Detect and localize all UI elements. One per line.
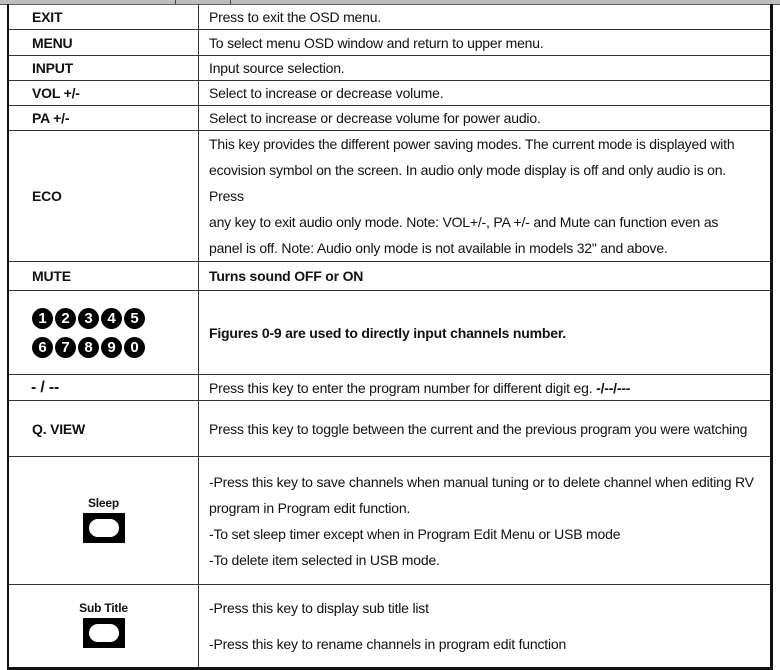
key-description: Figures 0-9 are used to directly input channels number. [199,291,772,375]
digit-5-icon: 5 [124,308,145,329]
sleep-key [8,457,199,585]
key-description: Turns sound OFF or ON [199,262,772,291]
key-name: MENU [8,30,199,56]
key-description: Input source selection. [199,56,772,81]
digit-4-icon: 4 [101,308,122,329]
digit-1-icon: 1 [32,308,53,329]
description-line: any key to exit audio only mode. Note: VOL+/-, PA +/- and Mute can function even as [209,214,719,230]
key-description: Press to exit the OSD menu. [199,5,772,30]
digit-9-icon: 9 [101,337,122,358]
digit-6-icon: 6 [32,337,53,358]
table-row [8,106,772,131]
key-description: Press this key to toggle between the current and the previous program you were watching [199,401,772,457]
description-line: -Press this key to rename channels in program edit function [209,636,567,652]
rounded-oval-button-icon [83,513,125,543]
table-row [8,56,772,81]
key-name: Sub Title [79,601,128,615]
digit-0-icon: 0 [124,337,145,358]
digit-3-icon: 3 [78,308,99,329]
digit-keys [8,291,199,375]
key-name: VOL +/- [8,81,199,106]
table-row [8,401,772,457]
key-description [199,457,772,585]
description-line: program in Program edit function. [209,499,411,516]
key-description [199,375,772,401]
description-line: -To set sleep timer except when in Program Edit Menu or USB mode [209,525,621,542]
table-row [8,375,772,401]
key-name: ECO [8,131,199,262]
table-row [8,262,772,291]
key-name: - / -- [8,375,199,401]
digit-row [32,308,198,329]
key-name: PA +/- [8,106,199,131]
description-line: This key provides the different power saving modes. The current mode is displayed with [209,136,735,152]
digit-row [32,337,198,358]
subtitle-key [8,585,199,669]
key-description: Select to increase or decrease volume. [199,81,772,106]
description-example: -/--/--- [596,379,631,396]
table-row [8,5,772,30]
table-row [8,30,772,56]
table-row [8,585,772,669]
description-text: Press this key to enter the program number for different digit eg. [209,379,597,396]
key-description: Select to increase or decrease volume for power audio. [199,106,772,131]
digit-7-icon: 7 [55,337,76,358]
key-name: INPUT [8,56,199,81]
rounded-oval-button-icon [83,618,125,648]
table-row [8,457,772,585]
remote-key-table [7,4,773,670]
key-name: MUTE [8,262,199,291]
description-line: -Press this key to save channels when manual tuning or to delete channel when editing RV [209,473,754,490]
key-name: Sleep [87,495,120,510]
description-line: -To delete item selected in USB mode. [209,551,440,568]
table-row [8,131,772,262]
key-description [199,131,772,262]
key-description [199,585,772,669]
key-description: To select menu OSD window and return to upper menu. [199,30,772,56]
digit-2-icon: 2 [55,308,76,329]
description-line: -Press this key to display sub title list [209,600,429,616]
key-name: Q. VIEW [8,401,199,457]
description-line: ecovision symbol on the screen. In audio only mode display is off and only audio is on. Press [209,162,726,204]
table-row [8,81,772,106]
digit-8-icon: 8 [78,337,99,358]
description-line: panel is off. Note: Audio only mode is not available in models 32" and above. [209,240,668,256]
table-row [8,291,772,375]
key-name: EXIT [8,5,199,30]
